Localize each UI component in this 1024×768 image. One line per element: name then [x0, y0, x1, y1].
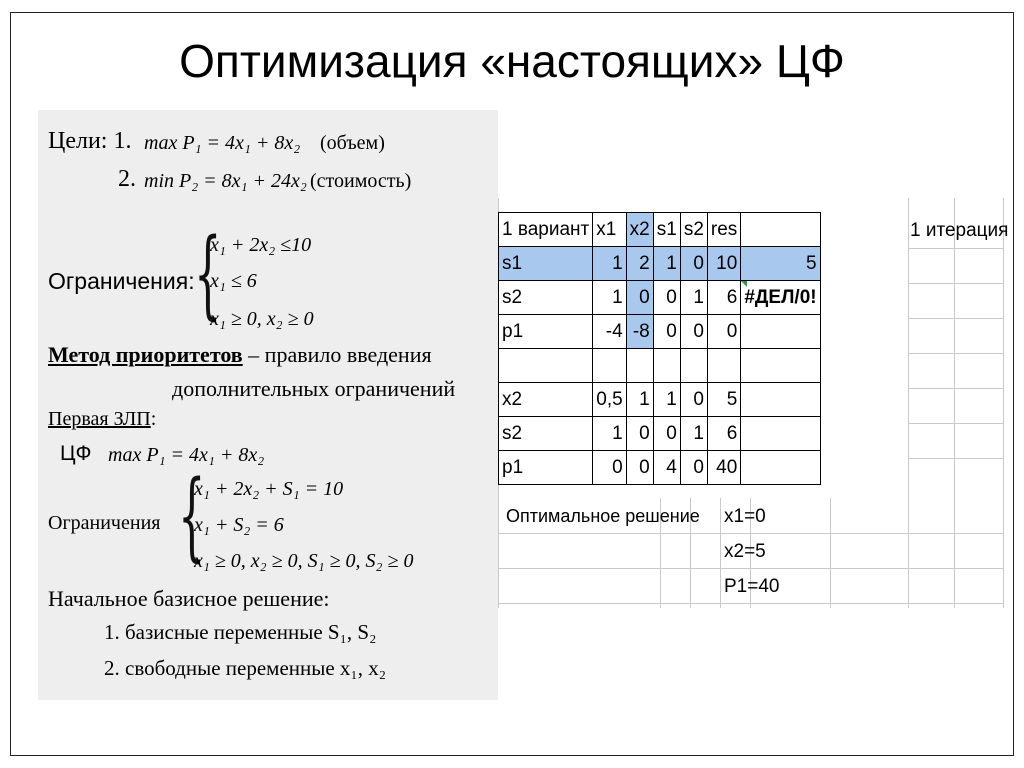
grid-line [954, 198, 955, 608]
table-cell[interactable] [741, 417, 820, 451]
table-header-row [499, 213, 821, 247]
constraint-3: x₁ ≥ 0, x₂ ≥ 0 [210, 308, 314, 330]
grid-line [498, 603, 1003, 604]
constraint2-3: x₁ ≥ 0, x₂ ≥ 0, S₁ ≥ 0, S₂ ≥ 0 [194, 550, 414, 572]
table-cell[interactable]: -4 [593, 315, 626, 349]
constraints-label: Ограничения: [48, 268, 195, 294]
header-cell[interactable]: s1 [653, 213, 680, 247]
constraint2-2: x₁ + S₂ = 6 [194, 514, 284, 536]
table-cell[interactable]: 0 [593, 451, 626, 485]
table-cell-error[interactable] [741, 281, 820, 315]
free-vars: 2. свободные переменные x₁, x₂ [104, 656, 387, 680]
table-cell[interactable]: 0,5 [593, 383, 626, 417]
grid-line [498, 533, 1003, 534]
table-cell[interactable]: 2 [626, 247, 653, 281]
table-cell[interactable]: s1 [499, 247, 593, 281]
grid-line [908, 198, 909, 608]
table-row [499, 451, 821, 485]
table-cell[interactable] [626, 349, 653, 383]
error-value: #ДЕЛ/0! [744, 286, 817, 308]
table-cell[interactable]: 0 [680, 247, 707, 281]
grid-line [498, 568, 1003, 569]
grid-line [1003, 198, 1004, 608]
cf-expr: max P₁ = 4x₁ + 8x₂ [108, 444, 265, 466]
table-cell[interactable]: 0 [680, 315, 707, 349]
constraints2-brace: { [178, 460, 206, 572]
method-rest: – правило введения [242, 342, 432, 367]
first-zlp-label: Первая ЗЛП [48, 408, 151, 430]
table-cell[interactable]: p1 [499, 451, 593, 485]
table-cell[interactable]: 0 [707, 315, 740, 349]
table-cell[interactable]: 6 [707, 281, 740, 315]
header-cell[interactable] [741, 213, 820, 247]
table-cell[interactable] [741, 451, 820, 485]
grid-line [908, 248, 1003, 249]
grid-line [720, 498, 721, 608]
constraint2-1: x₁ + 2x₂ + S₁ = 10 [194, 478, 344, 500]
table-cell[interactable] [707, 349, 740, 383]
table-cell[interactable]: 0 [653, 417, 680, 451]
table-cell[interactable]: 10 [707, 247, 740, 281]
method-name: Метод приоритетов [48, 342, 243, 367]
constraint-2: x₁ ≤ 6 [210, 270, 257, 292]
header-cell[interactable]: s2 [680, 213, 707, 247]
grid-line [830, 498, 831, 608]
table-cell[interactable] [741, 349, 820, 383]
table-cell[interactable]: 0 [626, 417, 653, 451]
table-cell[interactable]: 5 [741, 247, 820, 281]
table-cell[interactable]: 1 [593, 281, 626, 315]
table-cell[interactable]: 40 [707, 451, 740, 485]
table-cell[interactable]: 6 [707, 417, 740, 451]
table-cell[interactable]: p1 [499, 315, 593, 349]
method-line-2: дополнительных ограничений [172, 376, 456, 401]
header-cell[interactable]: x1 [593, 213, 626, 247]
goals-label: Цели: 1. [48, 128, 132, 154]
goal1-expr: max P₁ = 4x₁ + 8x₂ [144, 132, 301, 154]
table-cell[interactable]: 0 [653, 315, 680, 349]
grid-line [908, 458, 1003, 459]
header-cell[interactable]: x2 [626, 213, 653, 247]
table-cell[interactable]: -8 [626, 315, 653, 349]
table-cell[interactable]: 0 [626, 451, 653, 485]
table-cell[interactable]: x2 [499, 383, 593, 417]
table-cell[interactable]: s2 [499, 417, 593, 451]
table-cell[interactable] [499, 349, 593, 383]
grid-line [908, 388, 1003, 389]
table-cell[interactable] [741, 383, 820, 417]
table-cell[interactable]: 1 [680, 417, 707, 451]
basic-vars: 1. базисные переменные S₁, S₂ [104, 620, 377, 644]
solution-x2[interactable]: x2=5 [724, 541, 766, 562]
error-indicator [741, 281, 747, 287]
table-cell[interactable] [680, 349, 707, 383]
slide-title: Оптимизация «настоящих» ЦФ [179, 35, 845, 87]
grid-line [908, 318, 1003, 319]
table-cell[interactable]: 0 [680, 451, 707, 485]
simplex-table [498, 212, 821, 485]
table-row [499, 281, 821, 315]
first-zlp-heading [48, 408, 156, 431]
cf-label: ЦФ [60, 442, 92, 465]
table-row [499, 417, 821, 451]
grid-line [908, 353, 1003, 354]
method-line-1 [48, 342, 432, 368]
constraints-brace: { [194, 218, 222, 330]
constraints2-label: Ограничения [48, 512, 161, 534]
table-cell[interactable]: 0 [653, 281, 680, 315]
table-cell[interactable]: s2 [499, 281, 593, 315]
header-cell[interactable]: res [707, 213, 740, 247]
solution-x1[interactable]: x1=0 [724, 506, 766, 527]
constraint-1: x₁ + 2x₂ ≤10 [210, 234, 312, 256]
problem-statement-panel [38, 110, 498, 700]
initial-solution-label: Начальное базисное решение: [48, 586, 330, 611]
goal2-num: 2. [118, 166, 136, 192]
table-row [499, 383, 821, 417]
table-cell[interactable]: 0 [626, 281, 653, 315]
table-row [499, 247, 821, 281]
table-cell[interactable]: 1 [593, 417, 626, 451]
table-cell[interactable] [741, 315, 820, 349]
table-cell[interactable]: 1 [593, 247, 626, 281]
grid-line [908, 423, 1003, 424]
table-cell[interactable] [653, 349, 680, 383]
table-cell[interactable]: 1 [680, 281, 707, 315]
grid-line [908, 283, 1003, 284]
header-cell[interactable]: 1 вариант [499, 213, 593, 247]
solution-p1[interactable]: P1=40 [724, 576, 780, 597]
goal2-note: (стоимость) [310, 170, 412, 192]
optimal-solution-label[interactable]: Оптимальное решение [506, 506, 700, 526]
table-cell[interactable]: 1 [653, 247, 680, 281]
goal2-expr: min P₂ = 8x₁ + 24x₂ [144, 170, 307, 192]
table-cell[interactable]: 1 [626, 383, 653, 417]
goal1-note: (объем) [320, 132, 385, 154]
table-cell[interactable]: 5 [707, 383, 740, 417]
table-cell[interactable]: 0 [680, 383, 707, 417]
table-cell[interactable] [593, 349, 626, 383]
table-row [499, 349, 821, 383]
table-cell[interactable]: 1 [653, 383, 680, 417]
table-cell[interactable]: 4 [653, 451, 680, 485]
first-zlp-colon: : [150, 408, 157, 430]
table-row [499, 315, 821, 349]
iteration-label[interactable]: 1 итерация [910, 220, 1009, 241]
